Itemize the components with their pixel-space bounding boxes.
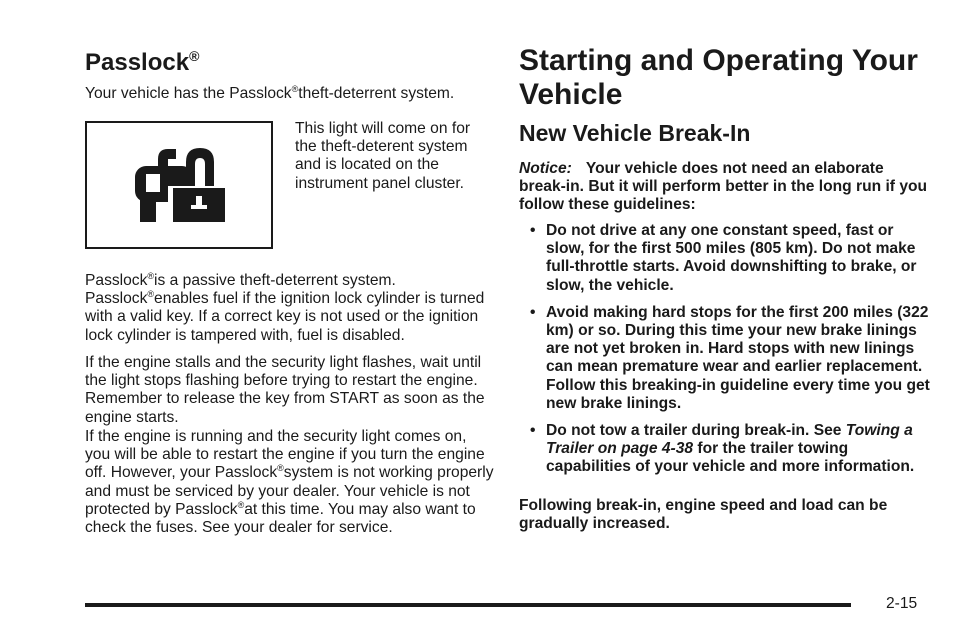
passlock-intro [85,85,490,103]
text-run: If the engine is running and the security light comes on, you will be able to restart the engine if you turn the engine off. However, your Passlock [85,428,485,482]
text-run: Passlock [85,272,148,289]
intro-text-end: theft-deterrent system. [298,85,455,102]
section-title: Starting and Operating Your Vehicle [519,44,918,111]
bullet-icon: • [530,303,536,321]
text-run: Passlock [85,290,148,308]
text-run: system is not working properly and must be serviced by your dealer. Your vehicle is not protected by Passlock [85,464,494,518]
break-in-guidelines-list [519,222,931,486]
list-item [519,422,931,477]
engine-stall-paragraph: If the engine stalls and the security light flashes, wait until the light stops flashing before trying to restart the engine. Remember to release the key from START as soon as the engine starts. [85,354,485,426]
list-item-text: Do not drive at any one constant speed, fast or slow, for the first 500 miles (805 km). Do not make full-throttle starts. Avoid downshifting to brake, or slow, the vehicle. [546,222,917,294]
page-number: 2-15 [886,595,918,612]
bullet-icon: • [530,222,536,239]
passlock-heading-text: Passlock [85,49,190,76]
footer-rule [85,603,851,607]
passlock-heading [85,41,199,78]
registered-mark: ® [147,271,155,281]
notice-text: Your vehicle does not need an elaborate break-in. But it will perform better in the long run if you follow these guidelines: [519,160,928,214]
registered-mark: ® [237,499,245,510]
registered-mark: ® [291,84,299,94]
registered-mark: ® [147,289,155,300]
text-run: at this time. You may also want to check the fuses. See your dealer for service. [85,500,476,537]
notice-paragraph [519,160,931,215]
text-run: enables fuel if the ignition lock cylinder is turned with a valid key. If a correct key is not used or the ignition lock cylinder is tampered with, fuel is disabled. [85,290,485,344]
list-item [519,222,931,295]
light-description: This light will come on for the theft-deterent system and is located on the instrument panel cluster. [295,120,471,192]
registered-mark: ® [277,463,284,474]
intro-text: Your vehicle has the Passlock [85,85,292,102]
list-item-text: Do not tow a trailer during break-in. See [546,422,846,440]
bullet-icon: • [530,422,536,440]
text-run: is a passive theft-deterrent system. [154,272,396,289]
registered-mark: ® [189,48,200,64]
passlock-security-light-icon [128,146,228,222]
subsection-title: New Vehicle Break-In [519,120,751,146]
list-item-text: Avoid making hard stops for the first 200 miles (322 km) or so. During this time your new brake linings are not yet broken in. Hard stops with new linings can mean premature wear and earlier replacement. Follow this breaking-in guideline every time you get new brake linings. [546,303,930,412]
passlock-description [85,272,495,345]
notice-label: Notice: [519,160,572,177]
towing-trailer-reference-link[interactable]: Towing a Trailer on page 4-38 [546,422,913,458]
security-light-figure [85,121,273,249]
break-in-conclusion: Following break-in, engine speed and load can be gradually increased. [519,497,888,533]
list-item-text: for the trailer towing capabilities of your vehicle and more information. [546,440,915,476]
list-item [519,304,931,413]
engine-running-paragraph [85,428,495,537]
